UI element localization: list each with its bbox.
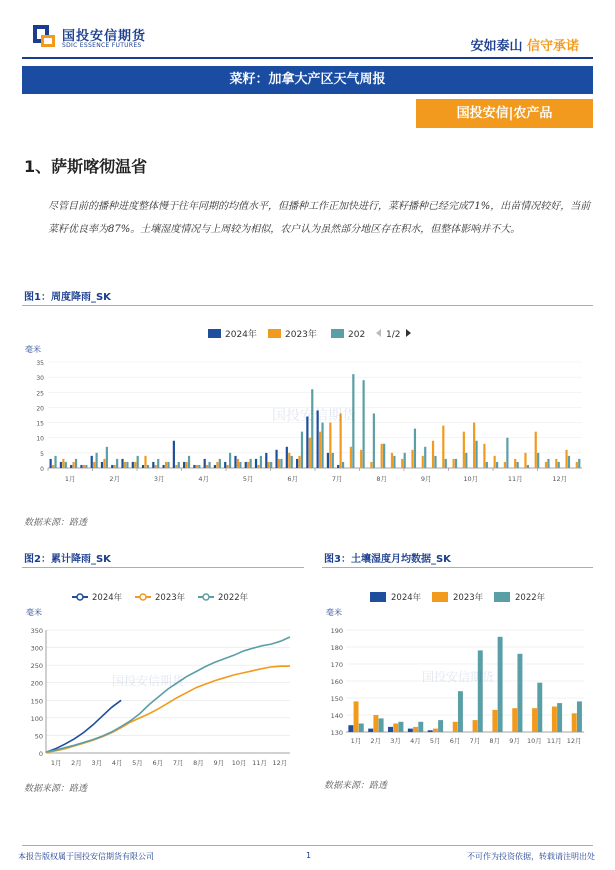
bar-2023年 — [576, 462, 578, 468]
figure2-source: 数据来源：路透 — [24, 784, 88, 794]
bar-2023年 — [62, 459, 64, 468]
bar-2022年 — [445, 459, 447, 468]
x-tick-label: 3月 — [91, 759, 103, 767]
bar-2023年 — [552, 707, 557, 733]
bar-2022年 — [414, 429, 416, 468]
bar-2023年 — [442, 426, 444, 468]
bar-2023年 — [196, 465, 198, 468]
x-tick-label: 5月 — [429, 737, 441, 745]
slogan — [470, 35, 579, 54]
bar-2022年 — [578, 459, 580, 468]
bar-2023年 — [216, 462, 218, 468]
bar-2023年 — [370, 462, 372, 468]
x-tick-label: 12月 — [552, 475, 568, 483]
bar-2022年 — [557, 703, 562, 732]
legend-label-2024: 2024年 — [391, 593, 422, 603]
x-tick-label: 11月 — [252, 759, 267, 767]
bar-2023年 — [432, 441, 434, 468]
bar-2023年 — [257, 465, 259, 468]
bar-2024年 — [193, 465, 195, 468]
legend-label-2023: 2023年 — [453, 593, 484, 603]
legend-next-page-icon[interactable] — [406, 329, 411, 337]
bar-2023年 — [237, 459, 239, 468]
legend-swatch-2022 — [494, 592, 510, 602]
bar-2022年 — [527, 465, 529, 468]
x-tick-label: 9月 — [213, 759, 225, 767]
bar-2022年 — [363, 380, 365, 468]
x-tick-label: 6月 — [152, 759, 164, 767]
bar-2024年 — [50, 459, 52, 468]
y-tick-label: 20 — [36, 405, 44, 413]
legend-label-2022: 2022年 — [515, 593, 546, 603]
bar-2022年 — [577, 701, 582, 732]
bar-2024年 — [214, 465, 216, 468]
bar-2023年 — [124, 462, 126, 468]
bar-2023年 — [288, 453, 290, 468]
bar-2023年 — [483, 444, 485, 468]
bar-2022年 — [506, 438, 508, 468]
bar-2022年 — [188, 456, 190, 468]
footer-copyright: 本报告版权属于国投安信期货有限公司 — [18, 852, 154, 861]
bar-2022年 — [301, 432, 303, 468]
weekly-rainfall-chart — [22, 320, 593, 490]
bar-2023年 — [227, 465, 229, 468]
x-tick-label: 3月 — [153, 475, 165, 483]
bar-2022年 — [167, 462, 169, 468]
report-category-tag: 国投安信|农产品 — [416, 99, 593, 128]
report-title-bar: 菜籽：加拿大产区天气周报 — [22, 66, 593, 94]
bar-2023年 — [492, 710, 497, 732]
figure3-unit-label: 毫米 — [326, 608, 342, 617]
bar-2023年 — [401, 459, 403, 468]
bar-2022年 — [486, 462, 488, 468]
bar-2023年 — [354, 701, 359, 732]
bar-2022年 — [219, 459, 221, 468]
x-tick-label: 8月 — [489, 737, 501, 745]
watermark: 国投安信期货 — [272, 408, 356, 424]
bar-2022年 — [393, 456, 395, 468]
bar-2024年 — [142, 465, 144, 468]
x-tick-label: 7月 — [469, 737, 481, 745]
bar-2023年 — [144, 456, 146, 468]
bar-2022年 — [547, 459, 549, 468]
x-tick-label: 6月 — [449, 737, 461, 745]
figure2-legend — [72, 592, 249, 603]
bar-2022年 — [438, 720, 443, 732]
bar-2023年 — [165, 462, 167, 468]
x-tick-label: 3月 — [390, 737, 401, 745]
bar-2022年 — [229, 453, 231, 468]
y-tick-label: 10 — [36, 435, 44, 443]
legend-label-2023: 2023年 — [285, 330, 317, 340]
line-2024年 — [46, 700, 121, 752]
bar-2023年 — [545, 462, 547, 468]
bar-2023年 — [83, 465, 85, 468]
bar-2023年 — [411, 450, 413, 468]
bar-2024年 — [408, 729, 413, 732]
bar-2023年 — [473, 423, 475, 468]
bar-2024年 — [80, 465, 82, 468]
bar-2023年 — [422, 456, 424, 468]
bar-2022年 — [332, 453, 334, 468]
legend-label-2023: 2023年 — [155, 593, 186, 603]
bar-2024年 — [121, 459, 123, 468]
bar-2022年 — [239, 462, 241, 468]
y-tick-label: 15 — [36, 420, 44, 428]
bar-2022年 — [475, 441, 477, 468]
y-tick-label: 150 — [330, 695, 343, 703]
bar-2022年 — [75, 459, 77, 468]
line-2022年 — [46, 637, 290, 752]
bar-2023年 — [504, 462, 506, 468]
figure1-title: 图1：周度降雨_SK — [24, 292, 111, 303]
y-tick-label: 25 — [36, 390, 44, 398]
bar-2022年 — [137, 456, 139, 468]
y-tick-label: 0 — [40, 466, 44, 473]
y-tick-label: 200 — [30, 679, 43, 688]
bar-2022年 — [418, 722, 423, 732]
y-tick-label: 35 — [36, 360, 44, 367]
figure1-unit-label: 毫米 — [25, 345, 41, 354]
bar-2024年 — [101, 462, 103, 468]
cumulative-rainfall-chart — [22, 585, 304, 775]
bar-2022年 — [270, 462, 272, 468]
bar-2023年 — [572, 713, 577, 732]
bar-2023年 — [532, 708, 537, 732]
bar-2022年 — [106, 447, 108, 468]
bar-2023年 — [391, 453, 393, 468]
x-tick-label: 12月 — [272, 759, 288, 767]
x-tick-label: 9月 — [420, 475, 432, 483]
bar-2022年 — [280, 459, 282, 468]
bar-2022年 — [379, 718, 384, 732]
y-tick-label: 140 — [330, 712, 343, 720]
bar-2024年 — [173, 441, 175, 468]
bar-2023年 — [103, 459, 105, 468]
bar-2023年 — [319, 432, 321, 468]
bar-2023年 — [524, 453, 526, 468]
x-tick-label: 7月 — [172, 759, 184, 767]
figure2-title: 图2：累计降雨_SK — [24, 554, 111, 565]
bar-2023年 — [134, 462, 136, 468]
section-heading: 1、萨斯喀彻温省 — [24, 157, 148, 176]
legend-swatch-2023 — [268, 329, 281, 338]
bar-2023年 — [268, 462, 270, 468]
x-tick-label: 6月 — [287, 475, 299, 483]
bar-2022年 — [65, 462, 67, 468]
company-logo-icon — [33, 25, 55, 47]
x-tick-label: 9月 — [509, 737, 520, 745]
bar-2023年 — [329, 423, 331, 468]
bar-2022年 — [291, 456, 293, 468]
figure1-legend — [208, 328, 411, 340]
bar-2024年 — [91, 456, 93, 468]
bar-2022年 — [398, 722, 403, 732]
bar-2023年 — [298, 456, 300, 468]
bar-2024年 — [224, 462, 226, 468]
bar-2023年 — [155, 465, 157, 468]
y-tick-label: 50 — [34, 732, 43, 741]
bar-2023年 — [309, 438, 311, 468]
bar-2023年 — [373, 715, 378, 732]
bar-2022年 — [568, 456, 570, 468]
bar-2022年 — [424, 447, 426, 468]
bar-2024年 — [70, 465, 72, 468]
bar-2022年 — [558, 462, 560, 468]
bar-2023年 — [514, 459, 516, 468]
slogan-part-1: 安如泰山 — [470, 39, 523, 54]
y-tick-label: 160 — [330, 678, 343, 686]
x-tick-label: 1月 — [64, 475, 76, 483]
bar-2022年 — [311, 389, 313, 468]
bar-2022年 — [383, 444, 385, 468]
x-tick-label: 5月 — [242, 475, 254, 483]
x-tick-label: 11月 — [546, 737, 562, 745]
legend-label-2022: 2022年 — [218, 593, 249, 603]
legend-prev-page-icon[interactable] — [376, 329, 381, 337]
bar-2024年 — [327, 453, 329, 468]
y-tick-label: 180 — [330, 644, 343, 652]
x-tick-label: 12月 — [566, 737, 582, 745]
logo-english-name: SDIC ESSENCE FUTURES — [62, 42, 142, 49]
x-tick-label: 2月 — [370, 737, 382, 745]
bar-2023年 — [381, 444, 383, 468]
bar-2023年 — [247, 462, 249, 468]
x-tick-label: 10月 — [527, 737, 542, 745]
x-tick-label: 1月 — [50, 759, 62, 767]
watermark: 国投安信期货 — [422, 670, 495, 684]
bar-2022年 — [178, 462, 180, 468]
bar-2024年 — [132, 462, 134, 468]
y-tick-label: 150 — [30, 697, 43, 706]
bar-2022年 — [54, 456, 56, 468]
bar-2022年 — [458, 691, 463, 732]
x-tick-label: 5月 — [132, 759, 143, 767]
bar-2023年 — [93, 462, 95, 468]
y-tick-label: 190 — [330, 627, 343, 635]
figure2-divider — [22, 567, 304, 568]
bar-2022年 — [157, 459, 159, 468]
bar-2023年 — [565, 450, 567, 468]
bar-2023年 — [512, 708, 517, 732]
figure3-title: 图3：土壤湿度月均数据_SK — [324, 554, 451, 565]
x-tick-label: 4月 — [198, 475, 210, 483]
bar-2022年 — [517, 654, 522, 732]
bar-2022年 — [455, 459, 457, 468]
bar-2024年 — [183, 462, 185, 468]
figure1-source: 数据来源：路透 — [24, 518, 88, 528]
y-tick-label: 130 — [330, 729, 343, 737]
y-tick-label: 0 — [38, 750, 43, 758]
bar-2022年 — [373, 413, 375, 468]
legend-page-indicator: 1/2 — [386, 330, 401, 340]
figure3-divider — [322, 567, 593, 568]
bar-2023年 — [452, 459, 454, 468]
bar-2023年 — [52, 465, 54, 468]
x-tick-label: 8月 — [193, 759, 204, 767]
y-tick-label: 170 — [330, 661, 343, 669]
bar-2024年 — [306, 417, 308, 468]
bar-2022年 — [404, 453, 406, 468]
bar-2022年 — [359, 724, 364, 733]
x-tick-label: 7月 — [331, 475, 343, 483]
x-tick-label: 8月 — [376, 475, 388, 483]
x-tick-label: 10月 — [231, 759, 247, 767]
footer-page-number: 1 — [306, 851, 312, 860]
footer-divider — [22, 845, 593, 846]
bar-2023年 — [114, 465, 116, 468]
footer-disclaimer: 不可作为投资依据，转载请注明出处 — [467, 852, 595, 861]
bar-2023年 — [393, 724, 398, 733]
x-tick-label: 4月 — [410, 737, 421, 745]
legend-swatch-2022 — [331, 329, 344, 338]
bar-2024年 — [275, 450, 277, 468]
y-tick-label: 350 — [30, 627, 43, 635]
bar-2022年 — [496, 462, 498, 468]
bar-2024年 — [348, 725, 353, 732]
slogan-part-2: 信守承诺 — [526, 39, 579, 54]
bar-2022年 — [126, 462, 128, 468]
bar-2024年 — [234, 456, 236, 468]
figure1-divider — [22, 305, 593, 306]
bar-2022年 — [465, 453, 467, 468]
header-divider — [22, 57, 593, 59]
bar-2022年 — [96, 453, 98, 468]
bar-2022年 — [147, 465, 149, 468]
bar-2024年 — [388, 727, 393, 732]
bar-2023年 — [494, 456, 496, 468]
bar-2023年 — [473, 720, 478, 732]
bar-2022年 — [321, 423, 323, 468]
legend-label-2022: 202 — [348, 330, 366, 340]
bar-2023年 — [350, 447, 352, 468]
figure3-legend — [370, 592, 546, 603]
bar-2024年 — [296, 459, 298, 468]
bar-2022年 — [342, 462, 344, 468]
figure3-source: 数据来源：路透 — [324, 781, 388, 791]
bar-2024年 — [428, 730, 433, 732]
bar-2023年 — [278, 459, 280, 468]
bar-2024年 — [286, 447, 288, 468]
bar-2022年 — [208, 462, 210, 468]
bar-2023年 — [73, 462, 75, 468]
bar-2022年 — [478, 650, 483, 732]
x-tick-label: 1月 — [350, 737, 362, 745]
y-tick-label: 100 — [30, 714, 43, 723]
x-tick-label: 10月 — [463, 475, 479, 483]
y-tick-label: 300 — [30, 644, 43, 653]
y-tick-label: 250 — [30, 662, 43, 671]
legend-swatch-2024 — [370, 592, 386, 602]
bar-2022年 — [517, 462, 519, 468]
bar-2024年 — [111, 465, 113, 468]
bar-2022年 — [116, 459, 118, 468]
legend-swatch-2024 — [208, 329, 221, 338]
bar-2023年 — [433, 729, 438, 732]
bar-2024年 — [255, 459, 257, 468]
bar-2023年 — [185, 462, 187, 468]
bar-2022年 — [85, 465, 87, 468]
bar-2023年 — [535, 432, 537, 468]
bar-2023年 — [463, 432, 465, 468]
bar-2023年 — [206, 465, 208, 468]
bar-2023年 — [360, 450, 362, 468]
legend-swatch-2023 — [432, 592, 448, 602]
soil-moisture-chart — [322, 585, 593, 755]
bar-2024年 — [163, 465, 165, 468]
bar-2024年 — [60, 462, 62, 468]
x-tick-label: 11月 — [507, 475, 523, 483]
watermark: 国投安信期货 — [112, 674, 185, 688]
bar-2022年 — [260, 456, 262, 468]
bar-2024年 — [245, 462, 247, 468]
bar-2023年 — [413, 727, 418, 732]
x-tick-label: 2月 — [71, 759, 82, 767]
body-paragraph: 尽管目前的播种进度整体慢于往年同期的均值水平，但播种工作正加快进行，菜籽播种已经完成71%，出苗情况较好，当前菜籽优良率为87%。土壤湿度情况与上周较为相似，农户认为虽然部分地区存在积水，但整体影响并不大。 — [48, 201, 591, 235]
bar-2024年 — [368, 729, 373, 732]
bar-2024年 — [204, 459, 206, 468]
x-tick-label: 4月 — [111, 759, 123, 767]
legend-label-2024: 2024年 — [225, 330, 257, 340]
bar-2023年 — [555, 459, 557, 468]
bar-2022年 — [498, 637, 503, 732]
bar-2023年 — [175, 465, 177, 468]
x-tick-label: 2月 — [109, 475, 121, 483]
figure2-unit-label: 毫米 — [26, 608, 42, 617]
y-tick-label: 5 — [40, 450, 44, 458]
legend-label-2024: 2024年 — [92, 593, 123, 603]
bar-2023年 — [453, 722, 458, 732]
bar-2022年 — [198, 465, 200, 468]
logo-chinese-name: 国投安信期货 — [62, 29, 147, 44]
bar-2022年 — [250, 459, 252, 468]
bar-2022年 — [537, 453, 539, 468]
bar-2024年 — [337, 465, 339, 468]
bar-2024年 — [265, 453, 267, 468]
y-tick-label: 30 — [36, 375, 44, 383]
bar-2024年 — [152, 462, 154, 468]
bar-2022年 — [537, 683, 542, 732]
bar-2022年 — [434, 456, 436, 468]
